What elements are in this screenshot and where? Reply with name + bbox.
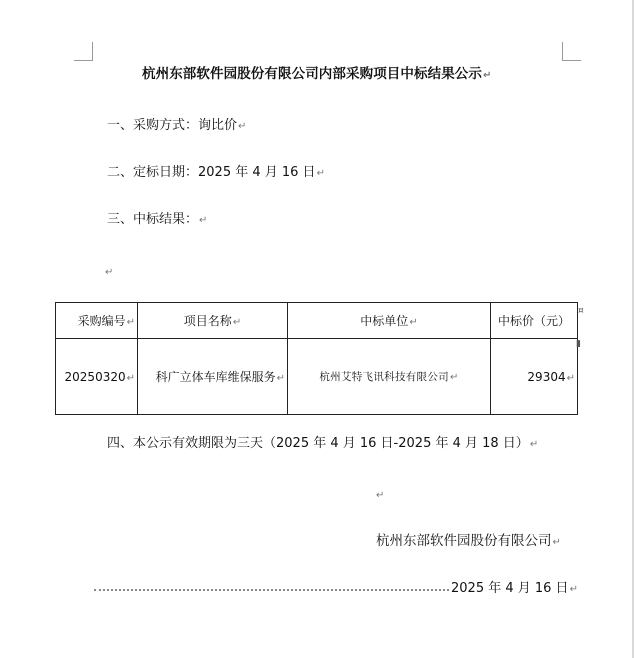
validity-notice[interactable]: 四、本公示有效期限为三天（2025 年 4 月 16 日-2025 年 4 月 18 日）↵ — [107, 436, 539, 451]
tab-leader-dots — [94, 589, 449, 591]
paragraph-mark-icon: ↵ — [316, 168, 325, 179]
header-cell-project[interactable]: 项目名称↵ — [138, 303, 288, 339]
paragraph-mark-icon: ↵ — [105, 267, 114, 278]
cell-winner[interactable]: 杭州艾特飞讯科技有限公司↵ — [288, 339, 491, 415]
header-cell-code[interactable]: 采购编号↵ — [56, 303, 138, 339]
document-title[interactable]: 杭州东部软件园股份有限公司内部采购项目中标结果公示↵ — [142, 66, 492, 82]
paragraph-mark-icon: ↵ — [529, 439, 539, 450]
cell-project[interactable]: 科广立体车库维保服务↵ — [138, 339, 288, 415]
company-signature[interactable]: 杭州东部软件园股份有限公司↵ — [376, 533, 561, 549]
header-cell-price[interactable]: 中标价（元） — [491, 303, 578, 339]
paragraph-mark-icon: ↵ — [238, 121, 247, 132]
row-end-mark-icon: ¤ — [578, 306, 584, 316]
table-header-row — [56, 303, 578, 339]
crop-mark-top-left — [74, 42, 93, 61]
cell-price[interactable]: 29304↵ — [491, 339, 578, 415]
result-table — [55, 302, 578, 415]
crop-mark-top-right — [562, 42, 581, 61]
award-date[interactable]: 二、定标日期：2025 年 4 月 16 日↵ — [107, 165, 325, 180]
procurement-method[interactable]: 一、采购方式：询比价↵ — [107, 118, 247, 133]
signature-date[interactable]: 2025 年 4 月 16 日↵ — [451, 581, 578, 596]
paragraph-mark-icon: ↵ — [199, 215, 208, 226]
paragraph-mark-icon: ↵ — [376, 490, 385, 501]
paragraph-mark-icon: ↵ — [552, 537, 561, 548]
table-row — [56, 339, 578, 415]
paragraph-mark-icon: ↵ — [569, 584, 578, 595]
cell-code[interactable]: 20250320↵ — [56, 339, 138, 415]
paragraph-mark-icon: ↵ — [483, 70, 492, 81]
result-heading[interactable]: 三、中标结果：↵ — [107, 212, 208, 227]
row-end-mark-icon: ▮ — [576, 339, 581, 349]
header-cell-winner[interactable]: 中标单位↵ — [288, 303, 491, 339]
